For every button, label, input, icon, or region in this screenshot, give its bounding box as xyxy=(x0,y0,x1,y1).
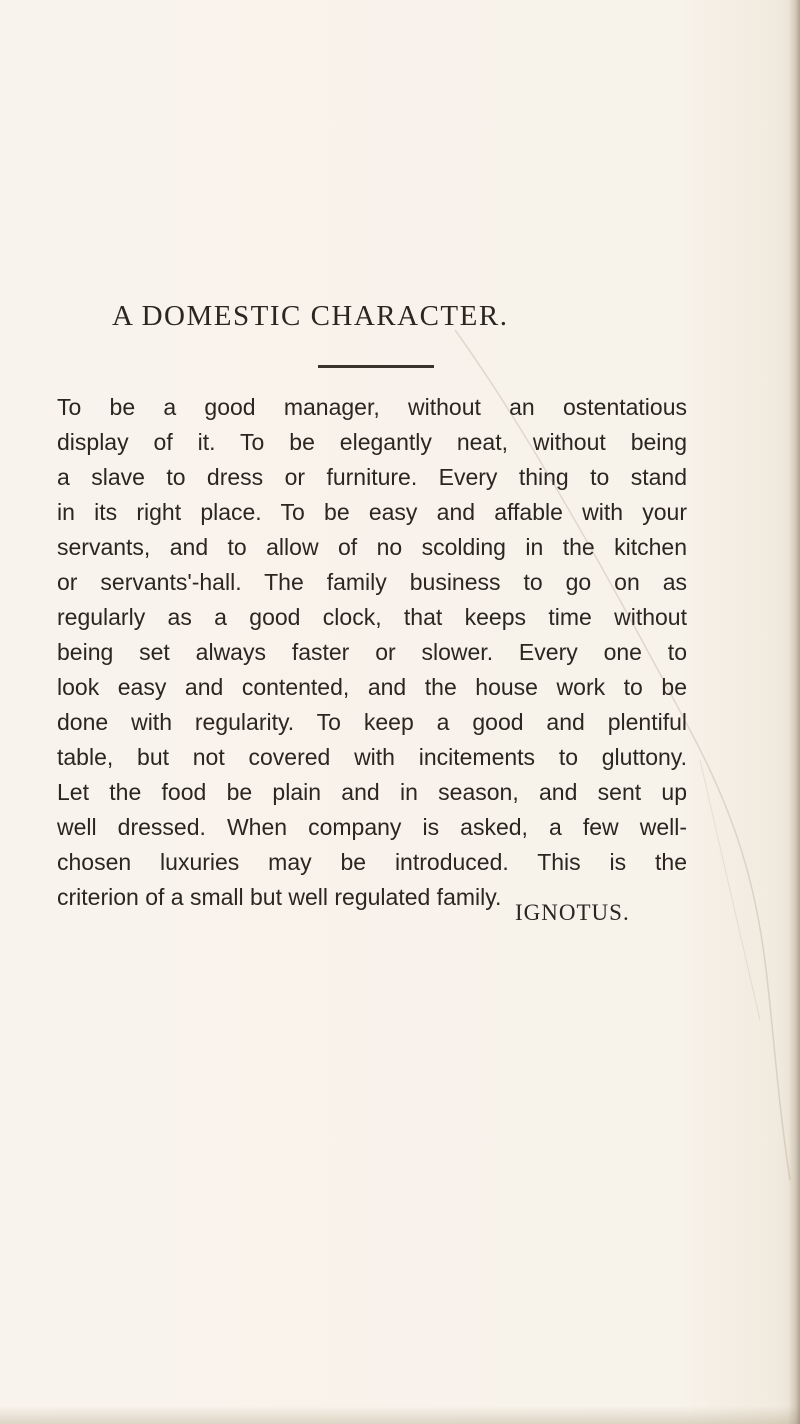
page-edge-shadow xyxy=(788,0,800,1424)
author-signature: IGNOTUS. xyxy=(515,900,630,925)
paragraph-line: a slave to dress or furniture. Every thing to stand xyxy=(57,464,687,490)
paragraph-line: being set always faster or slower. Every one to xyxy=(57,639,687,665)
paragraph-line: criterion of a small but well regulated family. xyxy=(57,884,502,910)
paragraph-line: look easy and contented, and the house work to be xyxy=(57,674,687,700)
paragraph-line: Let the food be plain and in season, and sent up xyxy=(57,779,687,805)
paragraph-line: To be a good manager, without an ostentatious xyxy=(57,394,687,420)
paragraph-line: in its right place. To be easy and affable with your xyxy=(57,499,687,525)
paragraph-line: or servants'-hall. The family business to go on as xyxy=(57,569,687,595)
paragraph-line: chosen luxuries may be introduced. This is the xyxy=(57,849,687,875)
paragraph-line: display of it. To be elegantly neat, without being xyxy=(57,429,687,455)
paragraph-line: table, but not covered with incitements to gluttony. xyxy=(57,744,687,770)
body-paragraph xyxy=(57,390,687,915)
paragraph-line: servants, and to allow of no scolding in the kitchen xyxy=(57,534,687,560)
paragraph-line: done with regularity. To keep a good and plentiful xyxy=(57,709,687,735)
paragraph-line: well dressed. When company is asked, a few well- xyxy=(57,814,687,840)
title-divider xyxy=(318,365,434,368)
page-title: A DOMESTIC CHARACTER. xyxy=(112,300,509,332)
paragraph-line: regularly as a good clock, that keeps time without xyxy=(57,604,687,630)
page-bottom-shadow xyxy=(0,1406,800,1424)
